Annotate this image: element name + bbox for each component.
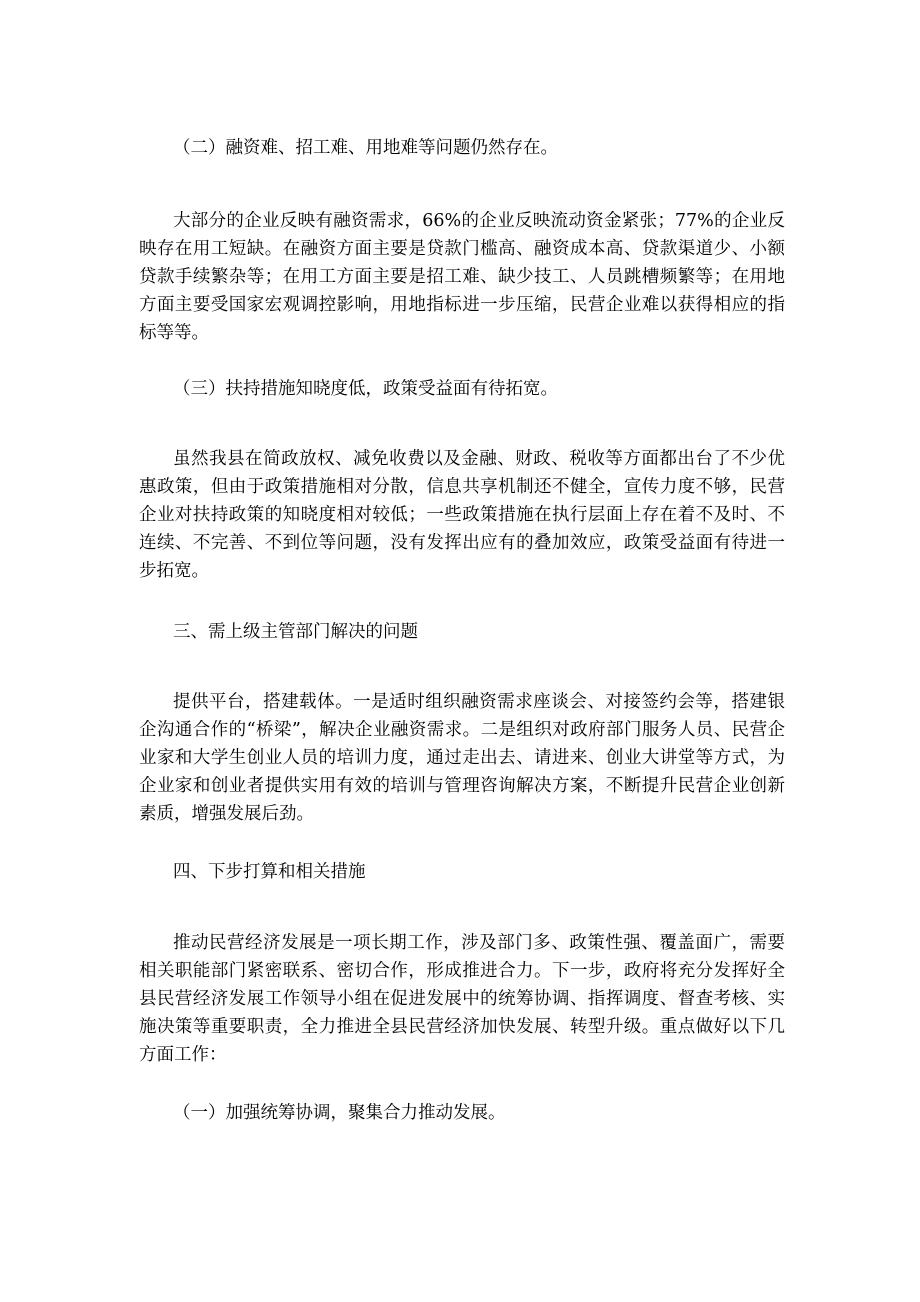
section-heading-issues-for-superiors: 三、需上级主管部门解决的问题	[173, 622, 418, 642]
paragraph-next-steps-details: 推动民营经济发展是一项长期工作，涉及部门多、政策性强、覆盖面广，需要相关职能部门紧密联系、密切合作，形成推进合力。下一步，政府将充分发挥好全县民营经济发展工作领导小组在促进发展中的统筹协调、指挥调度、督查考核、实施决策等重要职责，全力推进全县民营经济加快发展、转型升级。重点做好以下几方面工作：	[139, 933, 785, 1065]
section-heading-policy-awareness: （三）扶持措施知晓度低，政策受益面有待拓宽。	[173, 379, 558, 399]
section-heading-coordination: （一）加强统筹协调，聚集合力推动发展。	[173, 1103, 506, 1123]
paragraph-financing-details: 大部分的企业反映有融资需求，66%的企业反映流动资金紧张；77%的企业反映存在用工短缺。在融资方面主要是贷款门槛高、融资成本高、贷款渠道少、小额贷款手续繁杂等；在用工方面主要是招工难、缺少技工、人员跳槽频繁等；在用地方面主要受国家宏观调控影响，用地指标进一步压缩，民营企业难以获得相应的指标等等。	[139, 211, 785, 343]
paragraph-policy-details: 虽然我县在简政放权、减免收费以及金融、财政、税收等方面都出台了不少优惠政策，但由于政策措施相对分散，信息共享机制还不健全，宣传力度不够，民营企业对扶持政策的知晓度相对较低；一些政策措施在执行层面上存在着不及时、不连续、不完善、不到位等问题，没有发挥出应有的叠加效应，政策受益面有待进一步拓宽。	[139, 449, 785, 581]
section-heading-financing-difficulties: （二）融资难、招工难、用地难等问题仍然存在。	[173, 138, 558, 158]
section-heading-next-steps: 四、下步打算和相关措施	[173, 862, 366, 882]
paragraph-platform-details: 提供平台，搭建载体。一是适时组织融资需求座谈会、对接签约会等，搭建银企沟通合作的“桥梁”，解决企业融资需求。二是组织对政府部门服务人员、民营企业家和大学生创业人员的培训力度，通过走出去、请进来、创业大讲堂等方式，为企业家和创业者提供实用有效的培训与管理咨询解决方案，不断提升民营企业创新素质，增强发展后劲。	[139, 692, 785, 824]
